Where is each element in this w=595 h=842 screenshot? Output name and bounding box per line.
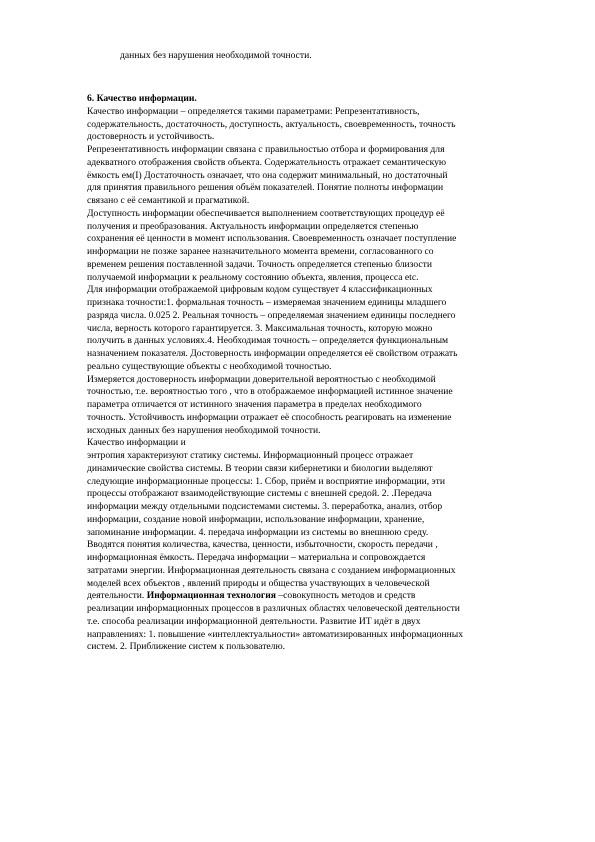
paragraph-line: моделей всех объектов , явлений природы и общества участвующих в человеческой (87, 577, 430, 589)
paragraph-line: динамические свойства системы. В теории связи кибернетики и биологии выделяют (87, 462, 433, 474)
paragraph-line: Репрезентативность информации связана с правильностью отбора и формирования для (87, 144, 445, 155)
paragraph-line: Доступность информации обеспечивается выполнением соответствующих процедур её (87, 207, 445, 219)
paragraph-line: затратами энергии. Информационная деятельность связана с созданием информационных (87, 564, 456, 576)
paragraph-line: назначением показателя. Достоверность информации определяется её свойством отражать (87, 348, 458, 359)
paragraph-line: направлениях: 1. повышение «интеллектуальности» автоматизированных информационных (87, 628, 464, 640)
paragraph-line: информации не позже заранее назначительного момента времени, согласованного со (87, 246, 434, 257)
paragraph-line: следующие информационные процессы: 1. Сбор, приём и восприятие информации, эти (87, 475, 445, 487)
paragraph-line: ёмкость ем(I) Достаточность означает, что она содержит минимальный, но достаточный (87, 169, 448, 181)
paragraph-line: сохранения её ценности в момент использования. Своевременность означает поступление (87, 233, 457, 245)
term-it: Информационная технология (146, 590, 276, 602)
paragraph-line: признака точности:1. формальная точность – измеряемая значением единицы младшего (87, 297, 447, 308)
paragraph-line: информации, создание новой информации, использование информации, хранение, (87, 513, 425, 525)
paragraph-line: связано с её семантикой и прагматикой. (87, 195, 250, 206)
paragraph-line: информационная ёмкость. Передача информации – материальна и сопровождается (87, 552, 426, 563)
paragraph-line: достоверность и устойчивость. (87, 131, 215, 143)
paragraph-line: энтропия характеризуют статику системы. Информационный процесс отражает (87, 450, 414, 461)
section-body (87, 93, 527, 654)
paragraph-line: получаемой информации к реальному состоянию объекта, явления, процесса etc. (87, 271, 419, 283)
paragraph-line: параметра отличается от истинного значения параметра в пределах необходимого (87, 399, 422, 410)
paragraph-line: содержательность, достаточность, доступность, актуальность, своевременность, точность (87, 118, 456, 130)
continued-text-line: данных без нарушения необходимой точности. (120, 50, 312, 61)
paragraph-line: систем. 2. Приближение систем к пользователю. (87, 641, 286, 653)
paragraph-line: Вводятся понятия количества, качества, ценности, избыточности, скорость передачи , (87, 539, 438, 551)
paragraph-line: точность. Устойчивость информации отражает её способность реагировать на изменение (87, 411, 452, 423)
paragraph-line: Для информации отображаемой цифровым кодом существует 4 классификационных (87, 284, 433, 296)
paragraph-line: Измеряется достоверность информации доверительной вероятностью с необходимой (87, 373, 436, 385)
paragraph-line: т.е. способа реализации информационной деятельности. Развитие ИТ идёт в двух (87, 615, 421, 627)
paragraph-line: разряда числа. 0.025 2. Реальная точность – определяемая значением единицы последнего (87, 309, 456, 321)
paragraph-line-with-term (87, 590, 527, 603)
paragraph-line: информации между отдельными подсистемами системы. 3. переработка, анализ, отбор (87, 501, 443, 512)
paragraph-line: числа, верность которого гарантируется. 3. Максимальная точность, которую можно (87, 322, 433, 334)
paragraph-line-end: –совокупность методов и средств (278, 590, 416, 602)
paragraph-line: Качество информации – определяется такими параметрами: Репрезентативность, (87, 105, 420, 117)
paragraph-line: реализации информационных процессов в различных областях человеческой деятельности (87, 603, 460, 614)
paragraph-line: процессы отображают взаимодействующие системы с внешней средой. 2. .Передача (87, 488, 432, 500)
paragraph-line-start: деятельности. (87, 590, 145, 602)
paragraph-line: Качество информации и (87, 437, 186, 449)
paragraph-line: адекватного отображения свойств объекта. Содержательность отражает семантическую (87, 156, 447, 168)
paragraph-line: реально существующие объекты с необходимой точностью. (87, 360, 332, 372)
paragraph-line: исходных данных без нарушения необходимой точности. (87, 424, 321, 436)
paragraph-line: получить в данных условиях.4. Необходимая точность – определяется функциональным (87, 335, 449, 347)
paragraph-line: точностью, т.е. вероятностью того , что в отображаемое информацией истинное значение (87, 386, 453, 398)
section-title: 6. Качество информации. (87, 93, 197, 104)
paragraph-line: временем решения поставленной задачи. Точность определяется степенью близости (87, 258, 432, 270)
paragraph-line: получения и преобразования. Актуальность информации определяется степенью (87, 220, 419, 232)
paragraph-line: запоминание информации. 4. передача информации из системы во внешнюю среду. (87, 526, 429, 538)
paragraph-line: для принятия правильного решения объём показателей. Понятие полноты информации (87, 182, 444, 194)
